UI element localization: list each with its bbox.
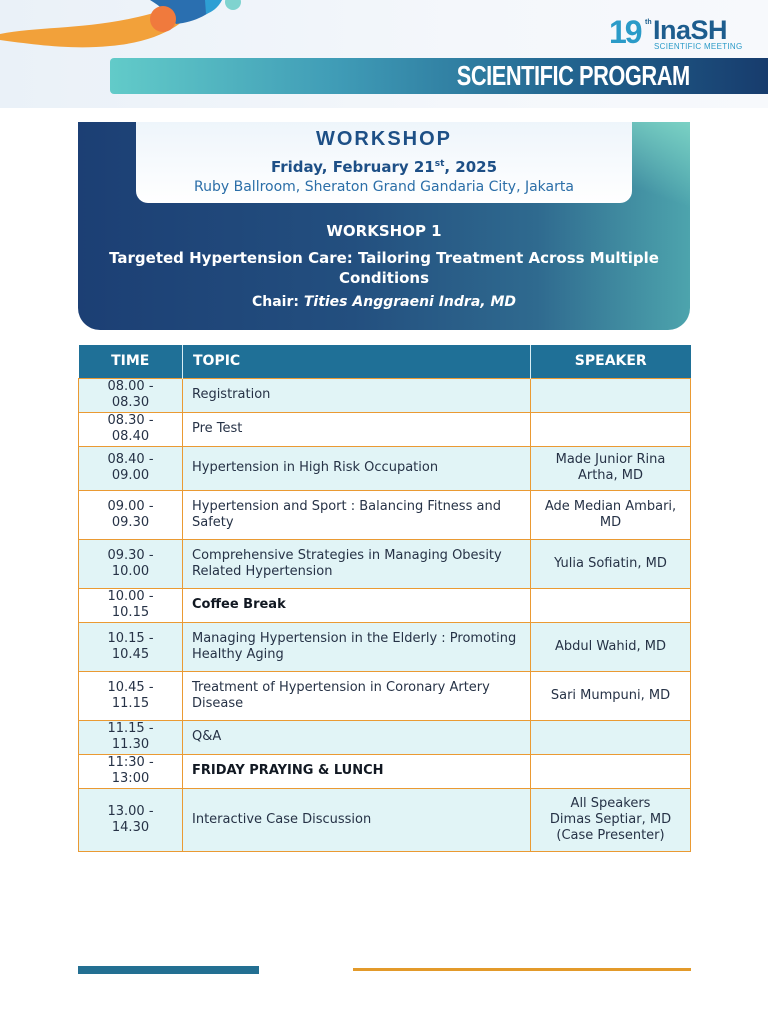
row-topic: Registration bbox=[183, 378, 531, 412]
title-bar bbox=[110, 58, 768, 94]
row-topic: Hypertension and Sport : Balancing Fitness and Safety bbox=[183, 490, 531, 539]
table-header-row bbox=[79, 345, 691, 378]
speaker-line: (Case Presenter) bbox=[556, 827, 665, 843]
table-row bbox=[79, 622, 691, 671]
table-row bbox=[79, 446, 691, 490]
row-speaker bbox=[531, 412, 691, 446]
table-row bbox=[79, 671, 691, 720]
row-topic: Pre Test bbox=[183, 412, 531, 446]
table-row bbox=[79, 412, 691, 446]
row-speaker: Made Junior Rina Artha, MD bbox=[531, 446, 691, 490]
row-time: 08.40 - 09.00 bbox=[79, 446, 183, 490]
decorative-swoosh bbox=[0, 0, 260, 60]
table-row bbox=[79, 588, 691, 622]
row-topic: Treatment of Hypertension in Coronary Artery Disease bbox=[183, 671, 531, 720]
workshop-venue: Ruby Ballroom, Sheraton Grand Gandaria City, Jakarta bbox=[194, 179, 574, 195]
row-time: 11.15 - 11.30 bbox=[79, 720, 183, 754]
table-row bbox=[79, 788, 691, 851]
row-time: 11:30 - 13:00 bbox=[79, 754, 183, 788]
header-topic: TOPIC bbox=[183, 345, 531, 378]
speaker-line: Dimas Septiar, MD bbox=[549, 811, 672, 827]
date-prefix: Friday, February 21 bbox=[270, 158, 435, 176]
row-topic: Q&A bbox=[183, 720, 531, 754]
row-speaker: Ade Median Ambari, MD bbox=[531, 490, 691, 539]
chair-label: Chair: bbox=[251, 294, 299, 310]
speaker-line: All Speakers bbox=[570, 795, 651, 811]
table-row bbox=[79, 754, 691, 788]
row-topic: Coffee Break bbox=[183, 588, 531, 622]
workshop-date bbox=[136, 158, 632, 176]
workshop-title: WORKSHOP bbox=[316, 128, 452, 150]
row-speaker: Yulia Sofiatin, MD bbox=[531, 539, 691, 588]
session-topic: Targeted Hypertension Care: Tailoring Treatment Across Multiple Conditions bbox=[109, 249, 659, 287]
row-speaker bbox=[531, 378, 691, 412]
row-time: 09.30 - 10.00 bbox=[79, 539, 183, 588]
row-topic: Comprehensive Strategies in Managing Obesity Related Hypertension bbox=[183, 539, 531, 588]
header-speaker: SPEAKER bbox=[531, 345, 691, 378]
session-label: WORKSHOP 1 bbox=[326, 222, 442, 240]
workshop-card bbox=[78, 122, 690, 330]
chair-name: Tities Anggraeni Indra, MD bbox=[303, 294, 517, 310]
table-row bbox=[79, 490, 691, 539]
header-time: TIME bbox=[79, 345, 183, 378]
row-time: 08.30 - 08.40 bbox=[79, 412, 183, 446]
row-speaker bbox=[531, 720, 691, 754]
row-speaker: Sari Mumpuni, MD bbox=[531, 671, 691, 720]
row-time: 08.00 - 08.30 bbox=[79, 378, 183, 412]
page-title: SCIENTIFIC PROGRAM bbox=[456, 60, 690, 91]
row-speaker: Abdul Wahid, MD bbox=[531, 622, 691, 671]
logo-name: InaSH bbox=[653, 15, 728, 45]
logo-subtitle: SCIENTIFIC MEETING bbox=[654, 42, 743, 51]
row-topic: Hypertension in High Risk Occupation bbox=[183, 446, 531, 490]
table-row bbox=[79, 539, 691, 588]
row-topic: FRIDAY PRAYING & LUNCH bbox=[183, 754, 531, 788]
row-topic: Managing Hypertension in the Elderly : Promoting Healthy Aging bbox=[183, 622, 531, 671]
row-time: 10.00 - 10.15 bbox=[79, 588, 183, 622]
session-chair bbox=[78, 294, 690, 310]
row-time: 13.00 - 14.30 bbox=[79, 788, 183, 851]
row-topic: Interactive Case Discussion bbox=[183, 788, 531, 851]
row-time: 09.00 - 09.30 bbox=[79, 490, 183, 539]
row-speaker bbox=[531, 788, 691, 851]
schedule-table bbox=[78, 345, 691, 852]
logo-number: 19 bbox=[609, 14, 641, 50]
inash-logo bbox=[609, 14, 749, 54]
row-time: 10.15 - 10.45 bbox=[79, 622, 183, 671]
footer-bar-left bbox=[78, 966, 259, 974]
footer-line-right bbox=[353, 968, 691, 971]
date-year: , 2025 bbox=[444, 158, 498, 176]
logo-superscript: th bbox=[645, 19, 652, 26]
workshop-info-box bbox=[136, 122, 632, 203]
table-row bbox=[79, 720, 691, 754]
row-speaker bbox=[531, 754, 691, 788]
row-speaker bbox=[531, 588, 691, 622]
row-time: 10.45 - 11.15 bbox=[79, 671, 183, 720]
table-row bbox=[79, 378, 691, 412]
date-ordinal: st bbox=[434, 159, 445, 169]
